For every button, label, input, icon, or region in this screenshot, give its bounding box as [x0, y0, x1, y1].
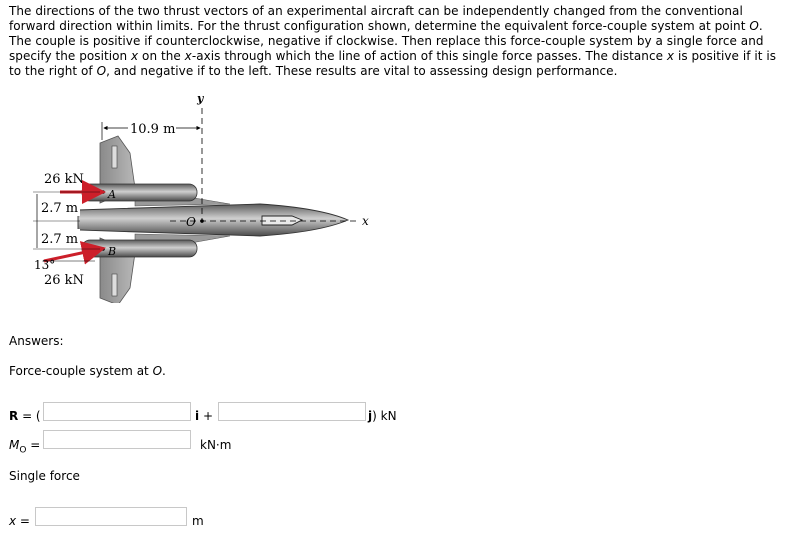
point-o-ref: O [96, 64, 107, 78]
x-unit: m [192, 514, 204, 528]
point-o-ref: O [749, 19, 759, 33]
mo-input[interactable] [43, 430, 191, 449]
y-axis-label: y [197, 92, 204, 105]
angle-label: 13° [34, 258, 56, 272]
var-x-ref: x [666, 49, 675, 63]
problem-text: on the [138, 49, 185, 63]
var-x-ref: x [184, 49, 192, 63]
point-a-label: A [108, 188, 116, 201]
var-x-ref: x [131, 49, 139, 63]
fuselage [78, 204, 348, 236]
i-plus: + [199, 409, 213, 423]
x-axis-label: x [362, 214, 369, 228]
mo-subscript: O [19, 445, 27, 456]
mo-label [9, 438, 40, 455]
answers-heading: Answers: [9, 334, 64, 348]
j-label [368, 409, 397, 423]
dim-upper-label: 2.7 m [41, 201, 79, 216]
single-force-heading: Single force [9, 469, 80, 483]
point-b-dot [101, 247, 105, 251]
rx-input[interactable] [43, 402, 191, 421]
problem-statement [9, 4, 784, 79]
x-label [9, 514, 30, 528]
point-a-dot [101, 190, 105, 194]
problem-text: , and negative if to the left. These results are vital to assessing design performance. [106, 64, 618, 78]
r-label [9, 409, 41, 423]
fcs-heading-point: O [152, 364, 163, 378]
fcs-heading-text: Force-couple system at [9, 364, 153, 378]
fcs-heading-end: . [162, 364, 166, 378]
force-top-label: 26 kN [44, 172, 84, 187]
r-symbol: R [9, 409, 19, 423]
j-symbol: j [368, 409, 373, 423]
problem-text: . The couple is positive if counterclockwise, negative if clockwise. Then replace this force-couple system by a single force and specify the position [9, 19, 764, 63]
i-symbol: i [195, 409, 200, 423]
mo-unit: kN·m [200, 438, 232, 452]
fcs-heading [9, 364, 166, 378]
mo-symbol: M [9, 438, 20, 452]
point-b-label: B [108, 245, 117, 258]
ry-input[interactable] [218, 402, 366, 421]
problem-text: is positive if it is to the right of [9, 49, 777, 78]
point-o-label: O [186, 215, 196, 229]
upper-fin [112, 146, 117, 168]
aircraft-figure [0, 88, 400, 303]
dim-lower-label: 2.7 m [41, 232, 79, 247]
lower-fin [112, 274, 117, 296]
x-input[interactable] [35, 507, 187, 526]
problem-text: The directions of the two thrust vectors of an experimental aircraft can be independently changed from the conventional forward direction within limits. For the thrust configuration shown, determine the equivalent force-couple system at point [9, 4, 750, 33]
r-eq: = ( [18, 409, 41, 423]
x-eq: = [16, 514, 30, 528]
dim-top-label: 10.9 m [130, 122, 176, 137]
x-symbol: x [9, 514, 17, 528]
mo-eq: = [26, 438, 41, 452]
problem-text: -axis through which the line of action of this single force passes. The distance [191, 49, 667, 63]
i-label [195, 409, 213, 423]
point-o-dot [200, 219, 204, 223]
j-unit: ) kN [372, 409, 397, 423]
force-bottom-label: 26 kN [44, 273, 84, 288]
